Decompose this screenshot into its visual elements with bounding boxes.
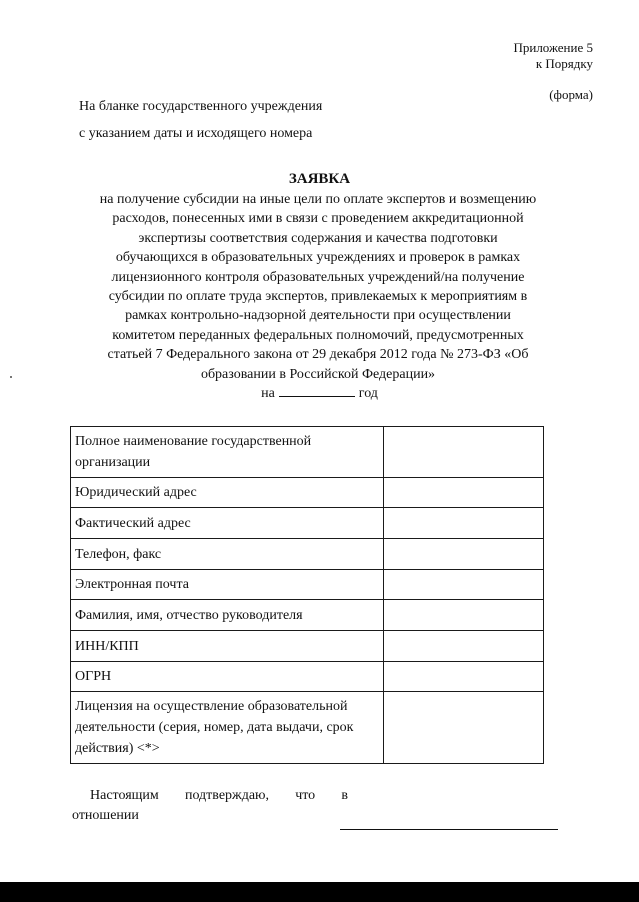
- organization-info-table: [70, 426, 544, 764]
- row-label: ОГРН: [71, 662, 384, 692]
- description-line: субсидии по оплате труда экспертов, привлекаемых к мероприятиям в: [108, 289, 528, 305]
- fill-in-line[interactable]: [340, 829, 558, 830]
- year-line: [0, 384, 639, 402]
- table-row: [71, 600, 544, 631]
- description-line: комитетом переданных федеральных полномочий, предусмотренных: [112, 327, 524, 343]
- table-row: [71, 692, 544, 764]
- confirmation-continuation: отношении: [72, 808, 139, 823]
- row-label: ИНН/КПП: [71, 631, 384, 662]
- year-prefix: на: [261, 386, 275, 401]
- table-row: [71, 427, 544, 478]
- row-label: Телефон, факс: [71, 539, 384, 570]
- confirmation-word: что: [295, 788, 316, 803]
- row-label: Фактический адрес: [71, 508, 384, 539]
- row-label: Электронная почта: [71, 570, 384, 600]
- table-row: [71, 631, 544, 662]
- row-value[interactable]: [384, 508, 544, 539]
- letterhead-line-2: с указанием даты и исходящего номера: [79, 126, 313, 141]
- confirmation-line: [90, 788, 348, 804]
- description-line: рамках контрольно-надзорной деятельности при осуществлении: [125, 308, 511, 324]
- confirmation-word: Настоящим: [90, 788, 159, 803]
- table-row: [71, 478, 544, 508]
- appendix-order: к Порядку: [535, 56, 593, 71]
- scan-speck: [10, 376, 12, 378]
- row-value[interactable]: [384, 692, 544, 764]
- scan-edge-bar: [0, 882, 639, 902]
- row-value[interactable]: [384, 631, 544, 662]
- description-line: образовании в Российской Федерации»: [200, 366, 436, 382]
- appendix-number: Приложение 5: [513, 40, 593, 55]
- row-value[interactable]: [384, 478, 544, 508]
- confirmation-word: в: [341, 788, 348, 803]
- table-row: [71, 508, 544, 539]
- description-line: на получение субсидии на иные цели по оплате экспертов и возмещению: [99, 192, 537, 207]
- confirmation-word: подтверждаю,: [184, 788, 270, 803]
- table-row: [71, 539, 544, 570]
- description-line: экспертизы соответствия содержания и качества подготовки: [138, 230, 498, 246]
- year-suffix: год: [358, 386, 378, 401]
- application-description: [78, 190, 558, 384]
- description-line: статьей 7 Федерального закона от 29 декабря 2012 года № 273-ФЗ «Об: [107, 347, 529, 363]
- description-line: лицензионного контроля образовательных учреждений/на получение: [111, 269, 525, 285]
- document-title: ЗАЯВКА: [288, 171, 351, 187]
- row-value[interactable]: [384, 600, 544, 631]
- row-value[interactable]: [384, 427, 544, 478]
- letterhead-line-1: На бланке государственного учреждения: [79, 99, 323, 114]
- row-value[interactable]: [384, 570, 544, 600]
- row-label: Фамилия, имя, отчество руководителя: [71, 600, 384, 631]
- row-label: Юридический адрес: [71, 478, 384, 508]
- row-label: Лицензия на осуществление образовательной деятельности (серия, номер, дата выдачи, срок действия) <*>: [71, 692, 384, 764]
- row-value[interactable]: [384, 662, 544, 692]
- table-row: [71, 570, 544, 600]
- table-row: [71, 662, 544, 692]
- description-line: расходов, понесенных ими в связи с проведением аккредитационной: [112, 211, 524, 227]
- year-blank-field[interactable]: [279, 384, 355, 397]
- row-label: Полное наименование государственной организации: [71, 427, 384, 478]
- description-line: обучающихся в образовательных учреждениях и проверок в рамках: [115, 250, 521, 266]
- form-label: (форма): [549, 87, 593, 102]
- row-value[interactable]: [384, 539, 544, 570]
- appendix-reference: [513, 40, 593, 72]
